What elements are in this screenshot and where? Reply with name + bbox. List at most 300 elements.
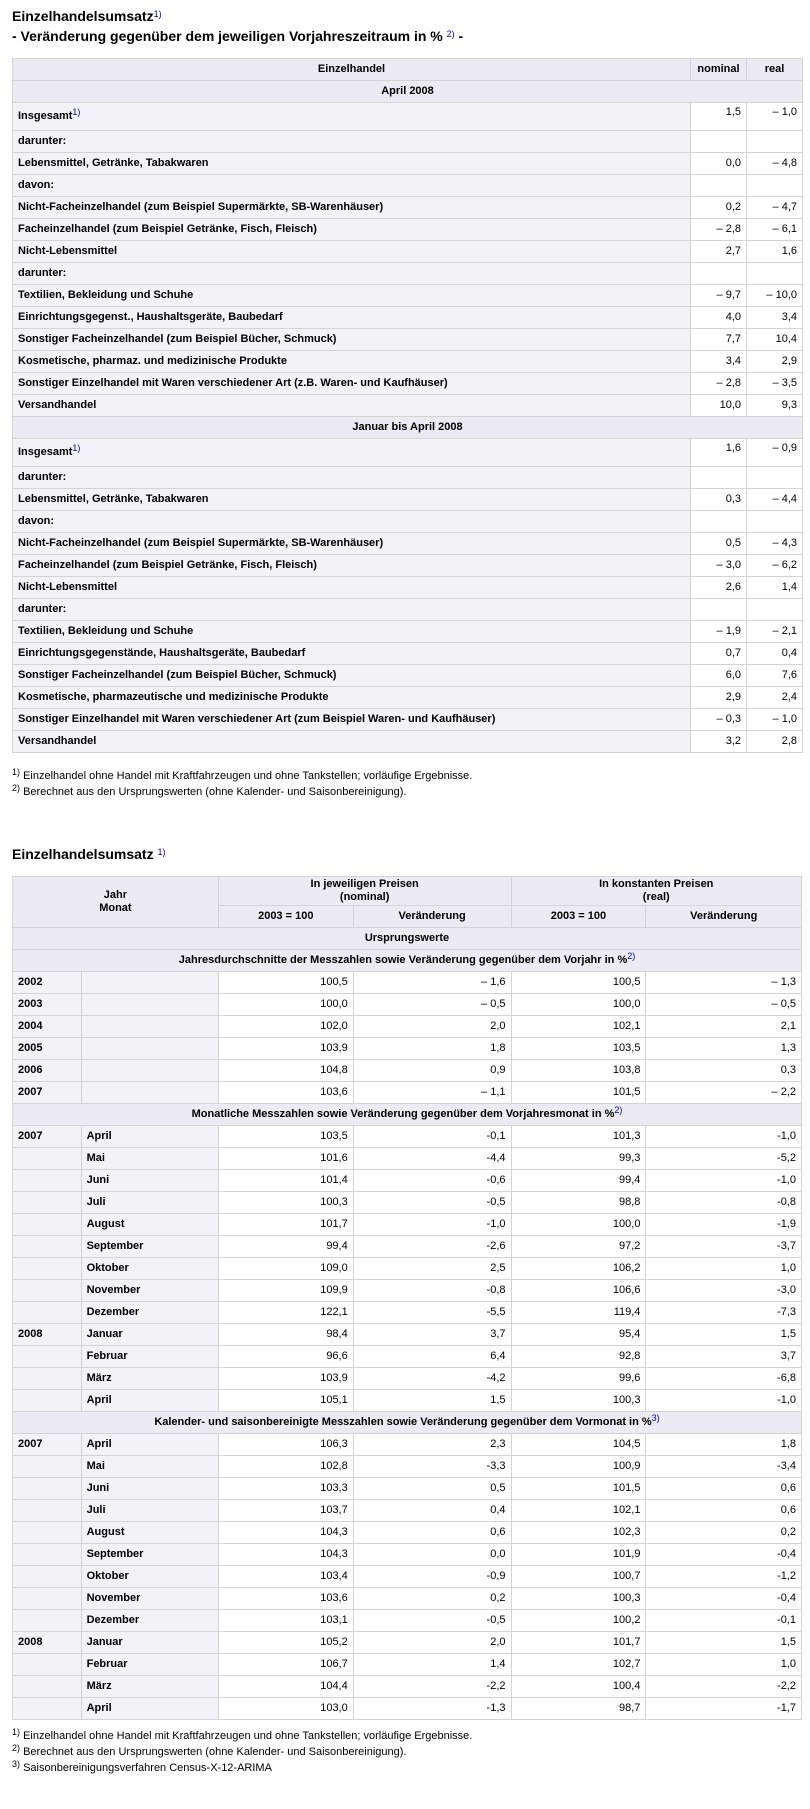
- real-change: 1,3: [646, 1038, 802, 1060]
- month-cell: Dezember: [81, 1610, 218, 1632]
- table1-title-footnote-ref[interactable]: 1): [153, 9, 162, 19]
- table-row: [13, 103, 803, 131]
- row-label-text: Nicht-Facheinzelhandel (zum Beispiel Supermärkte, SB-Warenhäuser): [18, 537, 384, 549]
- year-cell: [13, 1500, 82, 1522]
- nominal-value: [691, 511, 747, 533]
- nominal-index: 103,7: [218, 1500, 353, 1522]
- nominal-index: 99,4: [218, 1236, 353, 1258]
- real-change: -1,0: [646, 1170, 802, 1192]
- real-change: -1,7: [646, 1698, 802, 1720]
- nominal-change: 2,3: [353, 1434, 511, 1456]
- real-value: – 1,0: [747, 709, 803, 731]
- month-cell: Juli: [81, 1500, 218, 1522]
- month-cell: April: [81, 1126, 218, 1148]
- table-row: [13, 643, 803, 665]
- nominal-change: -1,0: [353, 1214, 511, 1236]
- real-value: 1,4: [747, 577, 803, 599]
- row-label-text: Einrichtungsgegenst., Haushaltsgeräte, Baubedarf: [18, 311, 283, 323]
- row-label-text: darunter:: [18, 267, 67, 279]
- row-label: [13, 263, 691, 285]
- table-row: [13, 994, 802, 1016]
- real-change: -0,8: [646, 1192, 802, 1214]
- nominal-change: -0,9: [353, 1566, 511, 1588]
- year-cell: [13, 1302, 82, 1324]
- year-cell: 2004: [13, 1016, 82, 1038]
- real-index: 101,7: [511, 1632, 646, 1654]
- table2-header-real-group: In konstanten Preisen (real): [511, 877, 801, 906]
- real-change: 0,6: [646, 1478, 802, 1500]
- year-cell: [13, 1654, 82, 1676]
- spacer: [12, 800, 802, 844]
- row-label-text: Kosmetische, pharmaz. und medizinische Produkte: [18, 355, 287, 367]
- footnote: [12, 1728, 802, 1744]
- footnote: [12, 1760, 802, 1776]
- month-cell: Februar: [81, 1654, 218, 1676]
- nominal-index: 101,6: [218, 1148, 353, 1170]
- month-cell: September: [81, 1236, 218, 1258]
- row-label: [13, 241, 691, 263]
- table2-section-heading: [13, 950, 802, 972]
- nominal-index: 105,1: [218, 1390, 353, 1412]
- nominal-value: 0,3: [691, 489, 747, 511]
- real-index: 106,6: [511, 1280, 646, 1302]
- year-cell: 2005: [13, 1038, 82, 1060]
- nominal-change: -0,5: [353, 1610, 511, 1632]
- table-row: [13, 153, 803, 175]
- real-change: – 0,5: [646, 994, 802, 1016]
- table-row: [13, 1368, 802, 1390]
- nominal-value: – 3,0: [691, 555, 747, 577]
- month-cell: August: [81, 1214, 218, 1236]
- nominal-value: 2,6: [691, 577, 747, 599]
- row-label: [13, 219, 691, 241]
- real-value: [747, 175, 803, 197]
- month-cell: Mai: [81, 1148, 218, 1170]
- table-row: [13, 1610, 802, 1632]
- nominal-value: 3,2: [691, 731, 747, 753]
- real-value: – 10,0: [747, 285, 803, 307]
- real-index: 100,9: [511, 1456, 646, 1478]
- table-row: [13, 1038, 802, 1060]
- table-row: [13, 709, 803, 731]
- table2-title-footnote-ref[interactable]: 1): [157, 847, 166, 857]
- real-change: -1,2: [646, 1566, 802, 1588]
- row-label: [13, 175, 691, 197]
- row-label-text: Facheinzelhandel (zum Beispiel Getränke, Fisch, Fleisch): [18, 559, 317, 571]
- row-label: [13, 511, 691, 533]
- table1-header-label: Einzelhandel: [13, 59, 691, 81]
- year-cell: 2003: [13, 994, 82, 1016]
- table-row: [13, 285, 803, 307]
- nominal-change: 0,6: [353, 1522, 511, 1544]
- year-cell: [13, 1280, 82, 1302]
- year-cell: [13, 1214, 82, 1236]
- table-row: [13, 1676, 802, 1698]
- nominal-value: – 9,7: [691, 285, 747, 307]
- real-change: -5,2: [646, 1148, 802, 1170]
- table-row: [13, 439, 803, 467]
- row-label-text: Textilien, Bekleidung und Schuhe: [18, 625, 194, 637]
- nominal-change: 3,7: [353, 1324, 511, 1346]
- table1-subtitle-footnote-ref[interactable]: 2): [446, 29, 455, 39]
- year-cell: [13, 1478, 82, 1500]
- nominal-index: 100,0: [218, 994, 353, 1016]
- nominal-value: – 2,8: [691, 219, 747, 241]
- table-row: [13, 1456, 802, 1478]
- table-row: [13, 1544, 802, 1566]
- real-change: -3,0: [646, 1280, 802, 1302]
- table2-header-stub: Jahr Monat: [13, 877, 219, 928]
- footnote-ref[interactable]: 2): [614, 1105, 623, 1115]
- footnote-ref[interactable]: 3): [651, 1413, 660, 1423]
- real-change: -0,4: [646, 1544, 802, 1566]
- table-row: [13, 1192, 802, 1214]
- year-cell: 2007: [13, 1434, 82, 1456]
- table-row: [13, 351, 803, 373]
- nominal-change: – 1,1: [353, 1082, 511, 1104]
- table-row: [13, 1302, 802, 1324]
- row-label-text: Lebensmittel, Getränke, Tabakwaren: [18, 157, 209, 169]
- real-value: – 4,3: [747, 533, 803, 555]
- table-row: [13, 1434, 802, 1456]
- nominal-change: -2,6: [353, 1236, 511, 1258]
- year-cell: [13, 1192, 82, 1214]
- row-label-text: Sonstiger Facheinzelhandel (zum Beispiel Bücher, Schmuck): [18, 333, 337, 345]
- row-label: [13, 599, 691, 621]
- real-value: – 0,9: [747, 439, 803, 467]
- real-index: 100,3: [511, 1390, 646, 1412]
- nominal-value: 2,7: [691, 241, 747, 263]
- table1-header-real: real: [747, 59, 803, 81]
- real-index: 100,3: [511, 1588, 646, 1610]
- real-index: 101,5: [511, 1082, 646, 1104]
- real-value: – 2,1: [747, 621, 803, 643]
- table-row: [13, 511, 803, 533]
- month-cell: Januar: [81, 1324, 218, 1346]
- real-change: -2,2: [646, 1676, 802, 1698]
- real-change: 1,5: [646, 1632, 802, 1654]
- table2-body: [13, 928, 802, 1720]
- real-value: – 4,4: [747, 489, 803, 511]
- nominal-value: 2,9: [691, 687, 747, 709]
- table1-section-row: [13, 81, 803, 103]
- row-label: [13, 439, 691, 467]
- footnote-text: Saisonbereinigungsverfahren Census-X-12-ARIMA: [23, 1762, 272, 1774]
- footnote: [12, 784, 802, 800]
- table2-section-row: [13, 950, 802, 972]
- month-cell: Juli: [81, 1192, 218, 1214]
- table1-body: [13, 81, 803, 753]
- footnote-text: Berechnet aus den Ursprungswerten (ohne Kalender- und Saisonbereinigung).: [23, 1746, 407, 1758]
- footnote-ref[interactable]: 1): [72, 443, 81, 453]
- month-cell: Oktober: [81, 1566, 218, 1588]
- real-value: – 6,2: [747, 555, 803, 577]
- row-label: [13, 373, 691, 395]
- row-label: [13, 197, 691, 219]
- section-heading-text: Kalender- und saisonbereinigte Messzahlen sowie Veränderung gegenüber dem Vormonat in %: [154, 1416, 652, 1428]
- month-cell: März: [81, 1676, 218, 1698]
- table-row: [13, 1522, 802, 1544]
- nominal-change: 0,5: [353, 1478, 511, 1500]
- month-cell: [81, 1060, 218, 1082]
- nominal-value: 7,7: [691, 329, 747, 351]
- row-label: [13, 285, 691, 307]
- table-row: [13, 687, 803, 709]
- nominal-value: – 0,3: [691, 709, 747, 731]
- year-cell: [13, 1676, 82, 1698]
- nominal-change: 1,8: [353, 1038, 511, 1060]
- real-change: -0,1: [646, 1610, 802, 1632]
- nominal-value: [691, 467, 747, 489]
- section-heading-text: Jahresdurchschnitte der Messzahlen sowie Veränderung gegenüber dem Vorjahr in %: [178, 954, 628, 966]
- month-cell: April: [81, 1698, 218, 1720]
- year-cell: [13, 1456, 82, 1478]
- real-index: 102,3: [511, 1522, 646, 1544]
- section-heading-text: Monatliche Messzahlen sowie Veränderung gegenüber dem Vorjahresmonat in %: [191, 1108, 615, 1120]
- footnote-ref[interactable]: 1): [72, 107, 81, 117]
- table-row: [13, 467, 803, 489]
- year-cell: [13, 1346, 82, 1368]
- real-value: – 4,7: [747, 197, 803, 219]
- nominal-change: 0,4: [353, 1500, 511, 1522]
- table-row: [13, 1500, 802, 1522]
- month-cell: November: [81, 1280, 218, 1302]
- real-value: [747, 467, 803, 489]
- real-index: 103,8: [511, 1060, 646, 1082]
- real-value: [747, 131, 803, 153]
- table-row: [13, 1060, 802, 1082]
- real-change: 1,0: [646, 1258, 802, 1280]
- real-index: 92,8: [511, 1346, 646, 1368]
- year-cell: [13, 1258, 82, 1280]
- real-index: 103,5: [511, 1038, 646, 1060]
- month-cell: April: [81, 1390, 218, 1412]
- nominal-index: 104,8: [218, 1060, 353, 1082]
- nominal-index: 104,4: [218, 1676, 353, 1698]
- month-cell: März: [81, 1368, 218, 1390]
- nominal-index: 103,6: [218, 1082, 353, 1104]
- nominal-index: 101,7: [218, 1214, 353, 1236]
- table-row: [13, 1324, 802, 1346]
- row-label-text: Versandhandel: [18, 735, 97, 747]
- table-row: [13, 1126, 802, 1148]
- month-cell: Juni: [81, 1478, 218, 1500]
- real-change: 3,7: [646, 1346, 802, 1368]
- table2-section-row: [13, 1412, 802, 1434]
- real-change: -3,7: [646, 1236, 802, 1258]
- footnote-marker: 2): [12, 783, 21, 793]
- real-change: 1,8: [646, 1434, 802, 1456]
- nominal-value: 0,2: [691, 197, 747, 219]
- real-index: 102,1: [511, 1500, 646, 1522]
- table-row: [13, 1258, 802, 1280]
- table-row: [13, 1280, 802, 1302]
- table-row: [13, 197, 803, 219]
- nominal-change: 2,5: [353, 1258, 511, 1280]
- table2-header-nominal-group: In jeweiligen Preisen (nominal): [218, 877, 511, 906]
- real-index: 98,8: [511, 1192, 646, 1214]
- table-row: [13, 131, 803, 153]
- nominal-value: – 1,9: [691, 621, 747, 643]
- year-cell: 2006: [13, 1060, 82, 1082]
- real-value: – 6,1: [747, 219, 803, 241]
- month-cell: [81, 1038, 218, 1060]
- nominal-change: 1,4: [353, 1654, 511, 1676]
- real-index: 99,6: [511, 1368, 646, 1390]
- table-row: [13, 241, 803, 263]
- year-cell: 2002: [13, 972, 82, 994]
- row-label: [13, 533, 691, 555]
- row-label-text: Versandhandel: [18, 399, 97, 411]
- row-label-text: Sonstiger Facheinzelhandel (zum Beispiel Bücher, Schmuck): [18, 669, 337, 681]
- real-index: 100,4: [511, 1676, 646, 1698]
- footnote: [12, 1744, 802, 1760]
- real-index: 101,5: [511, 1478, 646, 1500]
- row-label-text: Lebensmittel, Getränke, Tabakwaren: [18, 493, 209, 505]
- month-cell: [81, 1016, 218, 1038]
- year-cell: 2007: [13, 1126, 82, 1148]
- year-cell: [13, 1390, 82, 1412]
- year-cell: [13, 1368, 82, 1390]
- row-label: [13, 329, 691, 351]
- table1-title: Einzelhandelsumsatz$^{1)}$: [12, 8, 162, 24]
- nominal-change: -4,4: [353, 1148, 511, 1170]
- table-row: [13, 1346, 802, 1368]
- nominal-value: [691, 131, 747, 153]
- nominal-change: 2,0: [353, 1632, 511, 1654]
- real-index: 106,2: [511, 1258, 646, 1280]
- table-row: [13, 307, 803, 329]
- nominal-index: 103,3: [218, 1478, 353, 1500]
- table2-band: Ursprungswerte: [13, 928, 802, 950]
- month-cell: Dezember: [81, 1302, 218, 1324]
- row-label-text: darunter:: [18, 603, 67, 615]
- real-index: 100,2: [511, 1610, 646, 1632]
- table-row: [13, 533, 803, 555]
- table1-subtitle: - Veränderung gegenüber dem jeweiligen Vorjahreszeitraum in % $^{2)}$ -: [12, 28, 464, 44]
- row-label: [13, 731, 691, 753]
- table1-section-heading: Januar bis April 2008: [13, 417, 803, 439]
- table1-header-nominal: nominal: [691, 59, 747, 81]
- real-change: 1,0: [646, 1654, 802, 1676]
- table-row: [13, 1698, 802, 1720]
- row-label: [13, 103, 691, 131]
- row-label-text: darunter:: [18, 135, 67, 147]
- real-value: 0,4: [747, 643, 803, 665]
- year-cell: [13, 1236, 82, 1258]
- year-cell: [13, 1148, 82, 1170]
- real-value: – 3,5: [747, 373, 803, 395]
- nominal-change: -0,6: [353, 1170, 511, 1192]
- real-value: 2,4: [747, 687, 803, 709]
- table-row: [13, 1170, 802, 1192]
- nominal-value: 1,6: [691, 439, 747, 467]
- table-row: [13, 1390, 802, 1412]
- month-cell: Mai: [81, 1456, 218, 1478]
- nominal-value: 4,0: [691, 307, 747, 329]
- table2-section-heading: [13, 1412, 802, 1434]
- table-row: [13, 329, 803, 351]
- nominal-value: – 2,8: [691, 373, 747, 395]
- real-index: 100,5: [511, 972, 646, 994]
- table-row: [13, 577, 803, 599]
- nominal-index: 103,9: [218, 1038, 353, 1060]
- month-cell: [81, 972, 218, 994]
- table-row: [13, 665, 803, 687]
- footnote-marker: 1): [12, 767, 21, 777]
- row-label: [13, 709, 691, 731]
- nominal-index: 100,5: [218, 972, 353, 994]
- nominal-change: – 0,5: [353, 994, 511, 1016]
- year-cell: 2008: [13, 1632, 82, 1654]
- nominal-index: 106,3: [218, 1434, 353, 1456]
- nominal-value: [691, 599, 747, 621]
- table2-header-nominal-index: 2003 = 100: [218, 906, 353, 928]
- month-cell: [81, 994, 218, 1016]
- month-cell: Oktober: [81, 1258, 218, 1280]
- real-index: 100,0: [511, 1214, 646, 1236]
- table-row: [13, 1082, 802, 1104]
- row-label-text: darunter:: [18, 471, 67, 483]
- real-value: 1,6: [747, 241, 803, 263]
- nominal-index: 122,1: [218, 1302, 353, 1324]
- row-label-text: Einrichtungsgegenstände, Haushaltsgeräte, Baubedarf: [18, 647, 306, 659]
- row-label-text: Insgesamt: [18, 446, 73, 458]
- table2-header-row-1: [13, 877, 802, 906]
- footnote-ref[interactable]: 2): [627, 951, 636, 961]
- year-cell: [13, 1610, 82, 1632]
- table2-header-real-index: 2003 = 100: [511, 906, 646, 928]
- nominal-value: 6,0: [691, 665, 747, 687]
- month-cell: August: [81, 1522, 218, 1544]
- table1-footnotes: [12, 768, 802, 800]
- row-label-text: Insgesamt: [18, 110, 73, 122]
- real-value: 10,4: [747, 329, 803, 351]
- real-change: -3,4: [646, 1456, 802, 1478]
- table2-header-real-change: Veränderung: [646, 906, 802, 928]
- table-row: [13, 731, 803, 753]
- nominal-value: 10,0: [691, 395, 747, 417]
- nominal-index: 103,5: [218, 1126, 353, 1148]
- nominal-change: -1,3: [353, 1698, 511, 1720]
- table2-section-row: [13, 1104, 802, 1126]
- nominal-change: -3,3: [353, 1456, 511, 1478]
- nominal-change: 1,5: [353, 1390, 511, 1412]
- row-label: [13, 395, 691, 417]
- row-label: [13, 577, 691, 599]
- table1-header-row: [13, 59, 803, 81]
- real-index: 97,2: [511, 1236, 646, 1258]
- nominal-value: 0,0: [691, 153, 747, 175]
- year-cell: [13, 1698, 82, 1720]
- year-cell: [13, 1522, 82, 1544]
- real-index: 100,0: [511, 994, 646, 1016]
- footnote-text: Einzelhandel ohne Handel mit Kraftfahrzeugen und ohne Tankstellen; vorläufige Ergebnisse.: [23, 1730, 473, 1742]
- nominal-change: 0,2: [353, 1588, 511, 1610]
- real-value: 7,6: [747, 665, 803, 687]
- table-row: [13, 621, 803, 643]
- nominal-change: -0,8: [353, 1280, 511, 1302]
- year-cell: 2008: [13, 1324, 82, 1346]
- nominal-index: 103,6: [218, 1588, 353, 1610]
- real-change: -1,0: [646, 1390, 802, 1412]
- month-cell: [81, 1082, 218, 1104]
- table-row: [13, 489, 803, 511]
- row-label-text: davon:: [18, 179, 55, 191]
- real-index: 100,7: [511, 1566, 646, 1588]
- table-row: [13, 1478, 802, 1500]
- row-label-text: Sonstiger Einzelhandel mit Waren verschiedener Art (z.B. Waren- und Kaufhäuser): [18, 377, 448, 389]
